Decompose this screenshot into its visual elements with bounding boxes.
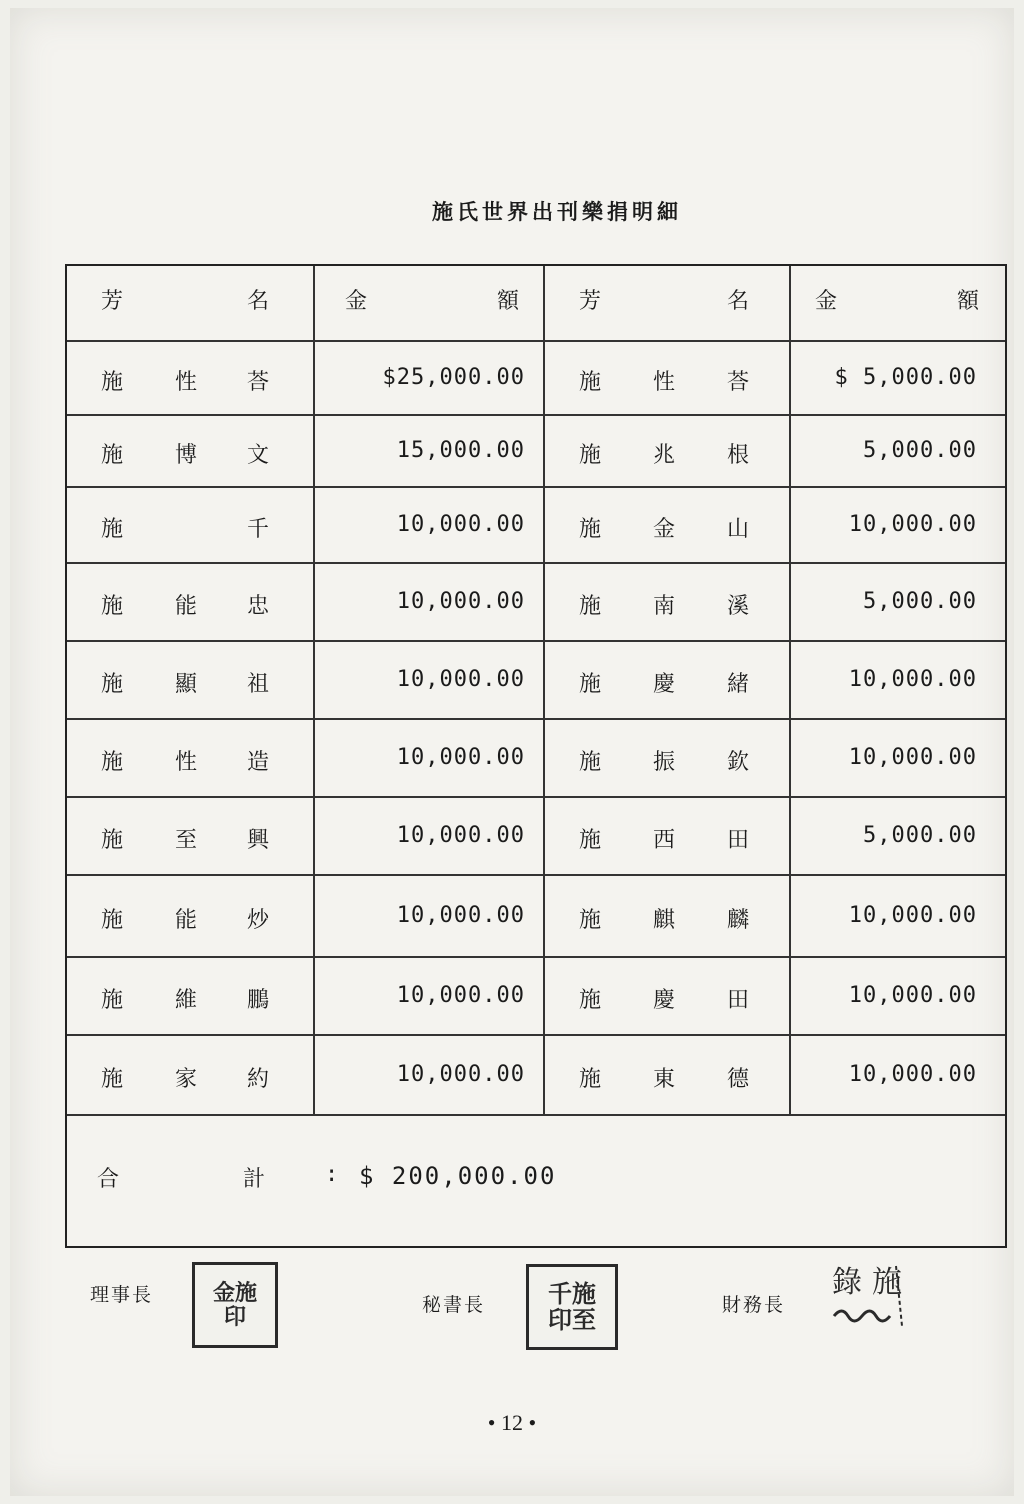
donor-name-char: 鵬 (247, 988, 270, 1013)
donor-name-char: 至 (175, 828, 198, 853)
donor-name-char: 忠 (247, 594, 270, 619)
donor-name-char: 施 (101, 370, 124, 395)
total-row (67, 1116, 1005, 1248)
donor-name-char: 西 (653, 828, 676, 853)
header-donor-2: 名 (247, 289, 270, 314)
donor-name-char: 南 (653, 594, 676, 619)
signature-treasurer: 財務長 (722, 1294, 786, 1316)
svg-text:錄: 錄 (832, 1265, 862, 1300)
donor-name-char: 能 (175, 594, 198, 619)
donor-name-char: 振 (653, 750, 676, 775)
table-row (67, 958, 1005, 1036)
chairman-seal-stamp: 金施 印 (192, 1262, 278, 1348)
donor-name-char: 施 (101, 908, 124, 933)
donor-name-char: 施 (579, 828, 602, 853)
donor-name-char: 施 (579, 594, 602, 619)
donor-name-char: 文 (247, 443, 270, 468)
total-label-2: 計 (243, 1167, 266, 1192)
table-row (67, 720, 1005, 798)
signature-chairman: 理事長 (90, 1284, 154, 1306)
donor-name-char: 麒 (653, 908, 676, 933)
donor-name-char: 施 (101, 750, 124, 775)
donor-name-char: 施 (101, 443, 124, 468)
donor-name-char: 施 (579, 672, 602, 697)
donation-amount: 10,000.00 (396, 589, 525, 614)
table-header-row (67, 266, 1005, 342)
table-row (67, 1036, 1005, 1116)
donor-name-char: 山 (727, 517, 750, 542)
donor-name-char: 施 (101, 828, 124, 853)
donor-name-char: 兆 (653, 443, 676, 468)
donor-name-char: 德 (727, 1067, 750, 1092)
table-row (67, 642, 1005, 720)
donor-name-char: 造 (247, 750, 270, 775)
donor-name-char: 性 (175, 370, 198, 395)
donor-name-char: 顯 (175, 672, 198, 697)
treasurer-signature-seal (826, 1256, 916, 1340)
donation-amount: 5,000.00 (863, 589, 977, 614)
total-label-1: 合 (97, 1167, 120, 1192)
donor-name-char: 千 (247, 517, 270, 542)
donation-amount: 10,000.00 (396, 823, 525, 848)
donation-amount: 5,000.00 (863, 823, 977, 848)
donor-name-char: 施 (579, 750, 602, 775)
donation-amount: 5,000.00 (863, 438, 977, 463)
header-amount-2: 額 (957, 289, 980, 314)
donation-amount: 10,000.00 (396, 1062, 525, 1087)
donation-amount: 10,000.00 (848, 903, 977, 928)
table-row (67, 564, 1005, 642)
donor-name-char: 根 (727, 443, 750, 468)
header-amount-1: 金 (815, 289, 838, 314)
donor-name-char: 施 (579, 1067, 602, 1092)
donor-name-char: 能 (175, 908, 198, 933)
donation-table (65, 264, 1007, 1248)
signature-secretary: 秘書長 (422, 1294, 486, 1316)
total-colon: : (325, 1162, 340, 1187)
table-row (67, 798, 1005, 876)
table-row (67, 488, 1005, 564)
table-row (67, 342, 1005, 416)
total-value: $ 200,000.00 (359, 1162, 557, 1190)
donor-name-char: 家 (175, 1067, 198, 1092)
donation-amount: 10,000.00 (396, 903, 525, 928)
header-amount-1: 金 (345, 289, 368, 314)
header-donor-1: 芳 (579, 289, 602, 314)
donation-amount: 10,000.00 (396, 745, 525, 770)
donor-name-char: 施 (101, 988, 124, 1013)
donor-name-char: 施 (579, 517, 602, 542)
donor-name-char: 炒 (247, 908, 270, 933)
donor-name-char: 慶 (653, 988, 676, 1013)
donor-name-char: 田 (727, 828, 750, 853)
donor-name-char: 博 (175, 443, 198, 468)
donor-name-char: 東 (653, 1067, 676, 1092)
table-row (67, 876, 1005, 958)
donor-name-char: 性 (653, 370, 676, 395)
donor-name-char: 緒 (727, 672, 750, 697)
donor-name-char: 約 (247, 1067, 270, 1092)
donor-name-char: 施 (579, 370, 602, 395)
donor-name-char: 荅 (727, 370, 750, 395)
donor-name-char: 金 (653, 517, 676, 542)
secretary-seal-stamp: 千施 印至 (526, 1264, 618, 1350)
donation-amount: 10,000.00 (848, 512, 977, 537)
donation-amount: 10,000.00 (396, 983, 525, 1008)
donor-name-char: 性 (175, 750, 198, 775)
donor-name-char: 施 (101, 594, 124, 619)
document-title: 施氏世界出刊樂捐明細 (432, 199, 682, 224)
svg-text:施: 施 (872, 1265, 902, 1300)
donor-name-char: 欽 (727, 750, 750, 775)
donor-name-char: 田 (727, 988, 750, 1013)
donor-name-char: 維 (175, 988, 198, 1013)
donor-name-char: 施 (101, 672, 124, 697)
donation-amount: $25,000.00 (382, 365, 525, 390)
page-number: • 12 • (487, 1410, 537, 1435)
donation-amount: 10,000.00 (848, 983, 977, 1008)
donation-amount: 10,000.00 (396, 512, 525, 537)
donation-amount: $ 5,000.00 (834, 365, 977, 390)
donation-amount: 10,000.00 (848, 745, 977, 770)
header-donor-1: 芳 (101, 289, 124, 314)
donation-amount: 15,000.00 (396, 438, 525, 463)
donor-name-char: 施 (579, 908, 602, 933)
donor-name-char: 施 (579, 988, 602, 1013)
donor-name-char: 溪 (727, 594, 750, 619)
donor-name-char: 施 (579, 443, 602, 468)
donation-amount: 10,000.00 (848, 667, 977, 692)
header-donor-2: 名 (727, 289, 750, 314)
donor-name-char: 施 (101, 1067, 124, 1092)
donation-amount: 10,000.00 (848, 1062, 977, 1087)
donor-name-char: 施 (101, 517, 124, 542)
donor-name-char: 祖 (247, 672, 270, 697)
donor-name-char: 慶 (653, 672, 676, 697)
donor-name-char: 荅 (247, 370, 270, 395)
donor-name-char: 興 (247, 828, 270, 853)
header-amount-2: 額 (497, 289, 520, 314)
table-row (67, 416, 1005, 488)
donation-amount: 10,000.00 (396, 667, 525, 692)
donor-name-char: 麟 (727, 908, 750, 933)
